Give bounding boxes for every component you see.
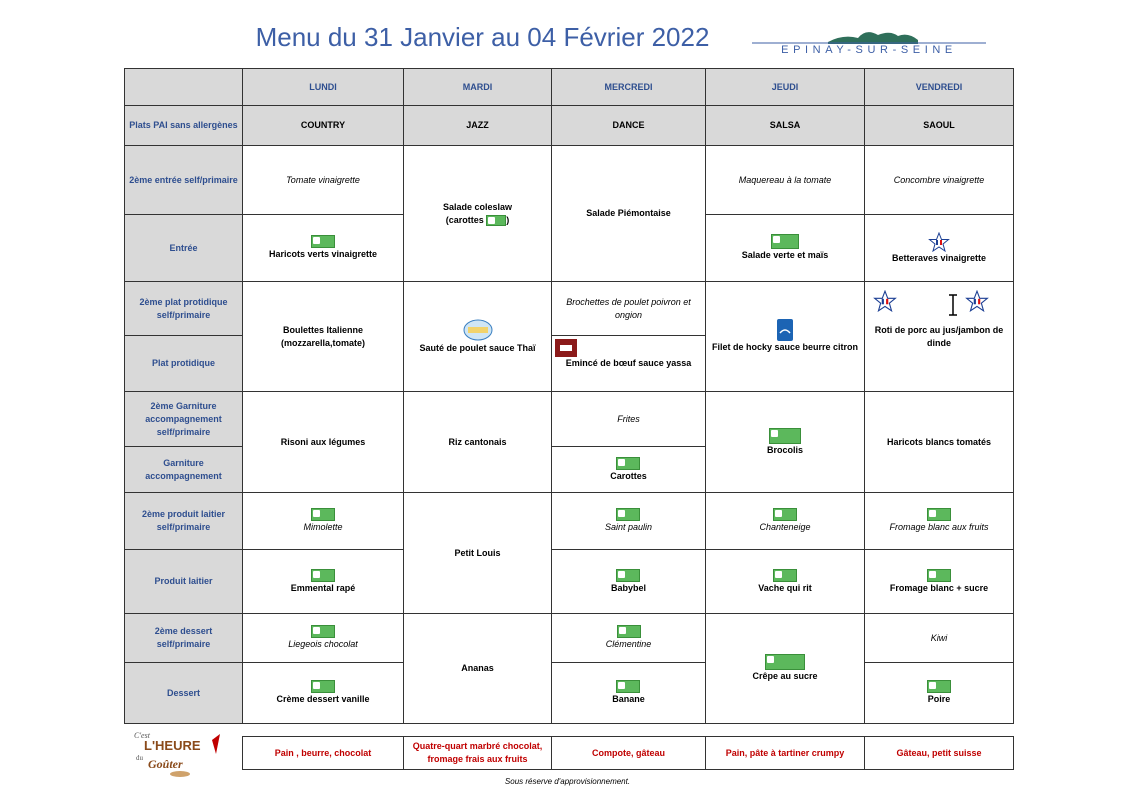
bio-label-icon (311, 569, 335, 582)
jeudi-dessert (705, 613, 865, 724)
viande-francaise-icon (965, 290, 989, 312)
mercredi-dessert-text: Banane (612, 694, 645, 704)
mardi-dessert: Ananas (403, 613, 552, 724)
vendredi-plat (864, 281, 1014, 392)
mardi-plat (403, 281, 552, 392)
lundi-entree-text: Haricots verts vinaigrette (268, 249, 378, 259)
bio-label-icon (765, 654, 805, 670)
day-header-lundi: LUNDI (242, 68, 404, 106)
jeudi-entree2: Maquereau à la tomate (705, 145, 865, 215)
row-label-dessert2: 2ème dessert self/primaire (124, 613, 243, 663)
jeudi-laitier2 (705, 492, 865, 550)
bio-label-icon (616, 457, 640, 470)
vendredi-entree-text: Betteraves vinaigrette (891, 252, 987, 263)
jeudi-garniture-text: Brocolis (766, 444, 803, 455)
row-label-laitier2: 2ème produit laitier self/primaire (124, 492, 243, 550)
theme-lundi: COUNTRY (242, 105, 404, 146)
theme-vendredi: SAOUL (864, 105, 1014, 146)
viande-francaise-icon (873, 290, 897, 312)
row-label-laitier: Produit laitier (124, 549, 243, 614)
page-title: Menu du 31 Janvier au 04 Février 2022 (255, 22, 710, 52)
mardi-entree-note-end: ) (506, 214, 510, 225)
lundi-dessert2 (242, 613, 404, 663)
gouter-logo-line4: Goûter (148, 757, 183, 771)
lundi-plat: Boulettes Italienne (mozzarella,tomate) (242, 281, 404, 392)
mercredi-garniture2: Frites (551, 391, 706, 447)
day-header-mercredi: MERCREDI (551, 68, 706, 106)
lundi-dessert (242, 662, 404, 724)
mardi-plat-text: Sauté de poulet sauce Thaï (419, 343, 536, 353)
row-label-plat: Plat protidique (124, 335, 243, 392)
vendredi-garniture: Haricots blancs tomatés (864, 391, 1014, 493)
bio-label-icon (769, 428, 801, 444)
bio-label-icon (773, 569, 797, 582)
mardi-laitier: Petit Louis (403, 492, 552, 614)
mardi-garniture: Riz cantonais (403, 391, 552, 493)
gouter-lundi: Pain , beurre, chocolat (242, 736, 404, 770)
lundi-dessert2-text: Liegeois chocolat (288, 639, 358, 649)
vendredi-dessert2: Kiwi (864, 613, 1014, 663)
bio-label-icon (616, 508, 640, 521)
jeudi-plat (705, 281, 865, 392)
gouter-logo-line1: C'est (134, 731, 150, 740)
row-label-garniture: Garniture accompagnement (124, 446, 243, 493)
mardi-entree (403, 145, 552, 282)
lundi-dessert-text: Crème dessert vanille (276, 694, 370, 704)
row-label-plat2: 2ème plat protidique self/primaire (124, 281, 243, 336)
heure-du-gouter-logo (130, 728, 230, 778)
day-header-mardi: MARDI (403, 68, 552, 106)
lundi-garniture: Risoni aux légumes (242, 391, 404, 493)
vendredi-entree2: Concombre vinaigrette (864, 145, 1014, 215)
mercredi-dessert2-text: Clémentine (605, 639, 652, 649)
bio-label-icon (311, 625, 335, 638)
vendredi-laitier2 (864, 492, 1014, 550)
jeudi-entree-text: Salade verte et maïs (741, 250, 829, 260)
epinay-logo (748, 26, 990, 60)
gouter-vendredi: Gâteau, petit suisse (864, 736, 1014, 770)
mercredi-dessert2 (551, 613, 706, 663)
hills-logo-icon (748, 26, 990, 46)
mercredi-laitier2 (551, 492, 706, 550)
bio-label-icon (617, 625, 641, 638)
row-label-entree2: 2ème entrée self/primaire (124, 145, 243, 215)
bio-label-icon (616, 680, 640, 693)
mercredi-plat2: Brochettes de poulet poivron et ongion (551, 281, 706, 336)
mercredi-dessert (551, 662, 706, 724)
vendredi-plat-text: Roti de porc au jus/jambon de dinde (874, 324, 1004, 348)
viande-francaise-icon (928, 232, 950, 252)
mardi-entree-text: Salade coleslaw (442, 201, 513, 212)
jeudi-dessert-text: Crêpe au sucre (752, 671, 818, 681)
bleu-blanc-coeur-icon (462, 318, 494, 342)
vendredi-laitier-text: Fromage blanc + sucre (889, 582, 989, 593)
vendredi-dessert-text: Poire (927, 694, 951, 704)
row-label-pai: Plats PAI sans allergènes (124, 105, 243, 146)
vendredi-laitier (864, 549, 1014, 614)
bio-label-icon (616, 569, 640, 582)
bio-label-icon (927, 508, 951, 521)
bio-label-icon (771, 234, 799, 249)
label-rouge-icon (555, 339, 577, 357)
mardi-entree-note: (carottes (445, 214, 484, 225)
jeudi-garniture (705, 391, 865, 493)
row-label-dessert: Dessert (124, 662, 243, 724)
corner-cell (124, 68, 243, 106)
footer-note: Sous réserve d'approvisionnement. (504, 777, 631, 786)
mercredi-garniture (551, 446, 706, 493)
jeudi-laitier2-text: Chanteneige (759, 522, 811, 532)
logo-text: EPINAY-SUR-SEINE (781, 44, 957, 56)
gouter-logo-line2: L'HEURE (144, 738, 201, 753)
text-cursor-icon (947, 294, 959, 316)
mercredi-garniture-text: Carottes (610, 470, 647, 481)
gouter-mercredi: Compote, gâteau (551, 736, 706, 770)
lundi-laitier-text: Emmental rapé (290, 582, 356, 593)
lundi-entree (242, 214, 404, 282)
bio-label-icon (311, 508, 335, 521)
row-label-garniture2: 2ème Garniture accompagnement self/primaire (124, 391, 243, 447)
jeudi-laitier (705, 549, 865, 614)
lundi-laitier2 (242, 492, 404, 550)
vendredi-entree (864, 214, 1014, 282)
gouter-mardi: Quatre-quart marbré chocolat, fromage frais aux fruits (403, 736, 552, 770)
jeudi-entree (705, 214, 865, 282)
lundi-laitier2-text: Mimolette (303, 522, 343, 532)
msc-label-icon (777, 319, 793, 341)
gouter-logo-line3: du (136, 754, 143, 762)
mercredi-plat (551, 335, 706, 392)
jeudi-laitier-text: Vache qui rit (758, 582, 812, 593)
vendredi-laitier2-text: Fromage blanc aux fruits (889, 522, 989, 532)
bio-label-icon (927, 569, 951, 582)
theme-mardi: JAZZ (403, 105, 552, 146)
lundi-entree2: Tomate vinaigrette (242, 145, 404, 215)
theme-jeudi: SALSA (705, 105, 865, 146)
mercredi-entree: Salade Piémontaise (551, 145, 706, 282)
bio-label-icon (311, 680, 335, 693)
bio-label-icon (311, 235, 335, 248)
theme-mercredi: DANCE (551, 105, 706, 146)
bio-label-icon (927, 680, 951, 693)
mercredi-laitier2-text: Saint paulin (604, 522, 653, 532)
bio-label-icon (486, 215, 506, 226)
day-header-vendredi: VENDREDI (864, 68, 1014, 106)
bio-label-icon (773, 508, 797, 521)
mercredi-plat-text: Emincé de bœuf sauce yassa (565, 358, 692, 368)
vendredi-dessert (864, 662, 1014, 724)
gouter-jeudi: Pain, pâte à tartiner crumpy (705, 736, 865, 770)
jeudi-plat-text: Filet de hocky sauce beurre citron (711, 342, 859, 352)
day-header-jeudi: JEUDI (705, 68, 865, 106)
row-label-entree: Entrée (124, 214, 243, 282)
mercredi-laitier-text: Babybel (610, 582, 646, 593)
mercredi-laitier (551, 549, 706, 614)
lundi-laitier (242, 549, 404, 614)
